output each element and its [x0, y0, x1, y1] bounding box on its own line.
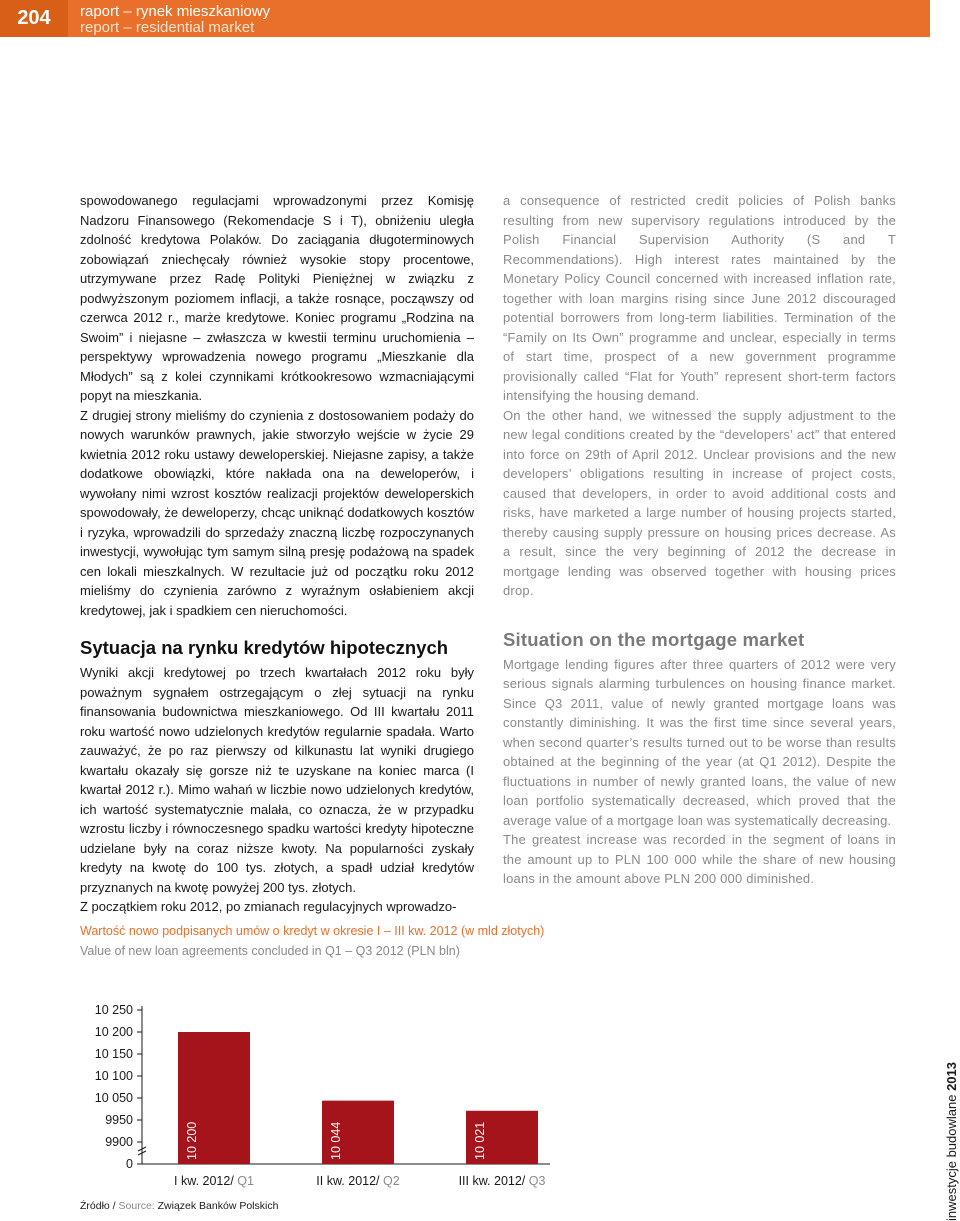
x-category-label-pl: II kw. 2012/: [316, 1174, 384, 1188]
en-paragraph-2: On the other hand, we witnessed the supply adjustment to the new legal conditions created by the “developers’ act” that entered into force on 29th of April 2012. Unclear provisions and the new developers’ obligations resulting in increase of project costs, caused that developers, in order to avoid additional costs and risks, have marketed a large number of housing projects started, thereby causing supply pressure on housing prices decrease. As a result, since the very beginning of 2012 the decrease in mortgage lending was observed together with housing prices drop.: [503, 407, 896, 598]
page-header: [0, 0, 930, 37]
x-category-label-en: Q2: [383, 1174, 400, 1188]
source-label-en: Source:: [118, 1200, 158, 1212]
bar-value-label: 10 021: [473, 1121, 487, 1160]
magazine-title: [944, 1062, 959, 1221]
pl-heading: Sytuacja na rynku kredytów hipotecznych: [80, 637, 449, 658]
polish-column: [80, 191, 474, 917]
pl-paragraph-3: Wyniki akcji kredytowej po trzech kwartałach 2012 roku były poważnym sygnałem ostrzegającym o złej sytuacji na rynku finansowania budownictwa mieszkaniowego. Od III kwartału 2011 roku wartość nowo udzielonych kredytów regularnie spadała. Warto zauważyć, że po raz pierwszy od kilkunastu lat wyniki drugiego kwartału okazały się gorsze niż te uzyskane na koniec marca (I kwartał 2012 r.). Mimo wahań w liczbie nowo udzielonych kredytów, ich wartość systematycznie malała, co oznacza, że w przypadku wzrostu liczby i równoczesnego spadku wartości kredyty hipoteczne udzielane były na coraz niższe kwoty. Na popularności zyskały kredyty na kwotę do 100 tys. złotych, a spadł udział kredytów przyznanych na kwotę powyżej 200 tys. złotych.: [80, 665, 474, 895]
en-heading: Situation on the mortgage market: [503, 628, 805, 650]
bar-value-label: 10 044: [329, 1121, 343, 1160]
chart-caption-en: Value of new loan agreements concluded in Q1 – Q3 2012 (PLN bln): [80, 944, 460, 958]
en-paragraph-4: The greatest increase was recorded in the segment of loans in the amount up to PLN 100 000 while the share of new housing loans in the amount above PLN 200 000 diminished.: [503, 832, 896, 886]
x-category-label-pl: III kw. 2012/: [458, 1174, 529, 1188]
section-title-en: report – residential market: [80, 19, 255, 36]
x-category-label-en: Q3: [528, 1174, 546, 1188]
y-tick-label: 9900: [105, 1135, 133, 1149]
pl-paragraph-1: spowodowanego regulacjami wprowadzonymi przez Komisję Nadzoru Finansowego (Rekomendacje S i T), obniżeniu uległa zdolność kredytowa Polaków. Do zaciągania długoterminowych zobowiązań zniechęcały również wysokie stopy procentowe, utrzymywane przez Radę Polityki Pieniężnej w związku z podwyższonym poziomem inflacji, a także rosnące, począwszy od czerwca 2012 r., marże kredytowe. Koniec programu „Rodzina na Swoim” i niejasne – zwłaszcza w kwestii terminu uruchomienia – perspektywy wprowadzenia nowego programu „Mieszkanie dla Młodych” są z kolei czynnikami krótkookresowo wzmacniającymi popyt na mieszkania.: [80, 193, 474, 403]
y-tick-label: 9950: [105, 1113, 133, 1127]
x-category-label: [316, 1174, 399, 1188]
y-tick-label: 10 100: [94, 1069, 133, 1083]
x-category-label: [459, 1174, 546, 1188]
y-tick-label: 10 150: [94, 1047, 133, 1061]
section-title-pl: raport – rynek mieszkaniowy: [80, 3, 271, 20]
source-label-pl: Źródło /: [80, 1200, 119, 1212]
bar-value-label: 10 200: [185, 1121, 199, 1160]
pl-paragraph-4: Z początkiem roku 2012, po zmianach regulacyjnych wprowadzo-: [80, 899, 457, 914]
source-note: [80, 1200, 278, 1212]
x-category-label-pl: I kw. 2012/: [174, 1174, 238, 1188]
pl-paragraph-2: Z drugiej strony mieliśmy do czynienia z dostosowaniem podaży do nowych warunków prawnych, jakie stworzyło wejście w życie 29 kwietnia 2012 roku ustawy deweloperskiej. Niejasne zapisy, a także dodatkowe obowiązki, które nakłada ona na deweloperów, i wywołany nimi wzrost kosztów realizacji projektów deweloperskich spowodowały, że deweloperzy, chcąc uniknąć dodatkowych kosztów i ryzyka, wprowadzili do sprzedaży znaczną liczbę rozpoczynanych inwestycji, wywołując tym samym silną presję podażową na spadek cen lokali mieszkalnych. W rezultacie już od początku roku 2012 mieliśmy do czynienia zarówno z wyraźnym osłabieniem akcji kredytowej, jak i spadkiem cen nieruchomości.: [80, 407, 474, 618]
x-category-label-en: Q1: [237, 1174, 254, 1188]
english-column: [503, 191, 896, 889]
page-number: 204: [0, 0, 68, 37]
y-tick-label: 0: [126, 1157, 133, 1171]
chart-caption-pl: Wartość nowo podpisanych umów o kredyt w okresie I – III kw. 2012 (w mld złotych): [80, 924, 545, 938]
magazine-title-text: inwestycje budowlane: [944, 1090, 959, 1221]
en-paragraph-1: a consequence of restricted credit policies of Polish banks resulting from new supervisory regulations introduced by the Polish Financial Supervision Authority (S and T Recommendations). High interest rates maintained by the Monetary Policy Council concerned with increased inflation rate, together with loan margins rising since June 2012 discouraged potential borrowers from long-term liabilities. Termination of the “Family on Its Own” programme and unclear, especially in terms of start time, prospect of a new government programme provisionally called “Flat for Youth” represent short-term factors intensifying the housing demand.: [503, 193, 896, 403]
x-category-label: [174, 1174, 254, 1188]
source-name: Związek Banków Polskich: [157, 1200, 279, 1212]
magazine-title-year: 2013: [944, 1062, 959, 1091]
y-tick-label: 10 200: [94, 1025, 133, 1039]
en-paragraph-3: Mortgage lending figures after three quarters of 2012 were very serious signals alarming turbulences on housing finance market. Since Q3 2011, value of newly granted mortgage loans was constantly diminishing. It was the first time since several years, when second quarter’s results turned out to be worse than results obtained at the beginning of the year (at Q1 2012). Despite the fluctuations in number of newly granted loans, the value of new loan portfolio systematically decreased, which proved that the average value of a mortgage loan was systematically decreasing.: [503, 656, 896, 828]
y-tick-label: 10 050: [94, 1091, 133, 1105]
y-tick-label: 10 250: [94, 1003, 133, 1017]
loan-value-bar-chart: [80, 998, 560, 1194]
